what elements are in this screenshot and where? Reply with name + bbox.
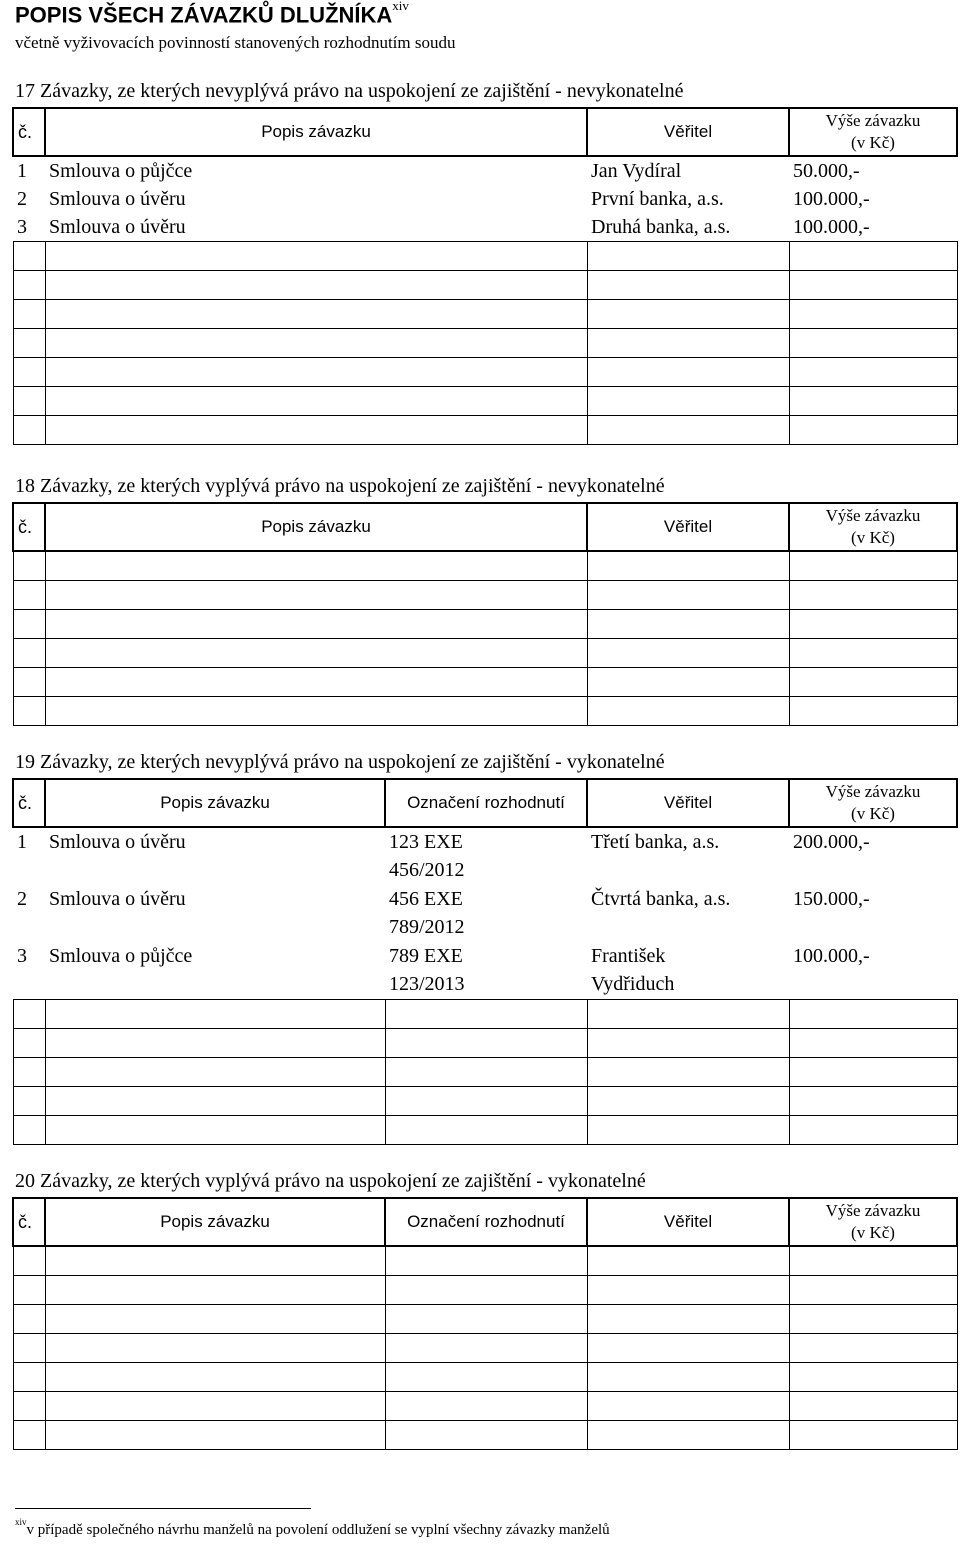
empty-row [13,1363,957,1392]
table-row [13,942,957,1000]
cell-description: Smlouva o úvěru [49,188,186,210]
empty-row [13,1000,957,1029]
empty-row [13,1116,957,1145]
column-header-description: Popis závazku [45,108,587,156]
empty-row [13,1392,957,1421]
empty-row [13,1058,957,1087]
empty-row [13,610,957,639]
column-header-decision: Označení rozhodnutí [385,1198,587,1246]
empty-row [13,271,957,300]
column-header-description: Popis závazku [45,779,385,827]
section-20-heading: 20 Závazky, ze kterých vyplývá právo na uspokojení ze zajištění - vykonatelné [15,1170,646,1192]
table-header-row [13,503,957,551]
empty-row [13,1246,957,1276]
cell-decision: 123 EXE 456/2012 [389,831,465,881]
section-19-heading: 19 Závazky, ze kterých nevyplývá právo na uspokojení ze zajištění - vykonatelné [15,751,665,773]
empty-row [13,416,957,445]
cell-decision: 789 EXE 123/2013 [389,945,465,995]
cell-description: Smlouva o úvěru [49,831,186,853]
cell-description: Smlouva o půjčce [49,945,193,967]
empty-row [13,300,957,329]
footnote-divider [15,1508,311,1509]
cell-description: Smlouva o úvěru [49,216,186,238]
cell-amount: 100.000,- [793,945,870,967]
cell-number: 3 [17,216,27,238]
cell-creditor: Čtvrtá banka, a.s. [591,888,731,910]
section-17-heading: 17 Závazky, ze kterých nevyplývá právo na uspokojení ze zajištění - nevykonatelné [15,80,684,102]
empty-row [13,1421,957,1450]
empty-row [13,581,957,610]
document-subtitle: včetně vyživovacích povinností stanovených rozhodnutím soudu [15,33,456,52]
cell-amount: 50.000,- [793,160,860,182]
cell-creditor: Jan Vydíral [591,160,682,182]
cell-description: Smlouva o úvěru [49,888,186,910]
column-header-amount: Výše závazku (v Kč) [789,1198,957,1246]
cell-creditor: Třetí banka, a.s. [591,831,720,853]
cell-number: 3 [17,945,27,967]
cell-amount: 100.000,- [793,216,870,238]
document-title: POPIS VŠECH ZÁVAZKŮ DLUŽNÍKA$^{xiv}$ [15,0,409,28]
table-row [13,827,957,885]
empty-row [13,1305,957,1334]
column-header-number: č. [13,779,45,827]
footnote [15,1517,610,1539]
section-17-table [12,107,958,445]
empty-row [13,1334,957,1363]
column-header-number: č. [13,503,45,551]
section-18-heading: 18 Závazky, ze kterých vyplývá právo na uspokojení ze zajištění - nevykonatelné [15,475,665,497]
table-row [13,213,957,242]
column-header-creditor: Věřitel [587,1198,789,1246]
empty-row [13,639,957,668]
cell-number: 1 [17,831,27,853]
column-header-creditor: Věřitel [587,108,789,156]
cell-amount: 100.000,- [793,188,870,210]
empty-row [13,1087,957,1116]
cell-amount: 150.000,- [793,888,870,910]
column-header-decision: Označení rozhodnutí [385,779,587,827]
table-header-row [13,779,957,827]
empty-row [13,1276,957,1305]
footnote-mark: xiv [15,1517,27,1527]
cell-creditor: První banka, a.s. [591,188,724,210]
column-header-description: Popis závazku [45,1198,385,1246]
title-footnote-mark: xiv [392,0,409,13]
column-header-creditor: Věřitel [587,503,789,551]
cell-number: 2 [17,888,27,910]
table-row [13,156,957,185]
column-header-creditor: Věřitel [587,779,789,827]
table-row [13,185,957,213]
empty-row [13,329,957,358]
table-header-row [13,108,957,156]
cell-number: 1 [17,160,27,182]
column-header-number: č. [13,108,45,156]
footnote-text: v případě společného návrhu manželů na povolení oddlužení se vyplní všechny závazky manželů [26,1522,610,1538]
section-20-table [12,1197,958,1450]
cell-amount: 200.000,- [793,831,870,853]
cell-description: Smlouva o půjčce [49,160,193,182]
empty-row [13,242,957,271]
table-header-row [13,1198,957,1246]
empty-row [13,358,957,387]
column-header-amount: Výše závazku (v Kč) [789,108,957,156]
cell-creditor: František Vydřiduch [591,945,675,995]
column-header-number: č. [13,1198,45,1246]
section-18-table [12,502,958,726]
cell-number: 2 [17,188,27,210]
column-header-amount: Výše závazku (v Kč) [789,779,957,827]
column-header-amount: Výše závazku (v Kč) [789,503,957,551]
section-19-table [12,778,958,1145]
column-header-description: Popis závazku [45,503,587,551]
empty-row [13,668,957,697]
table-row [13,885,957,942]
empty-row [13,387,957,416]
empty-row [13,551,957,581]
empty-row [13,1029,957,1058]
cell-decision: 456 EXE 789/2012 [389,888,465,938]
cell-creditor: Druhá banka, a.s. [591,216,731,238]
empty-row [13,697,957,726]
